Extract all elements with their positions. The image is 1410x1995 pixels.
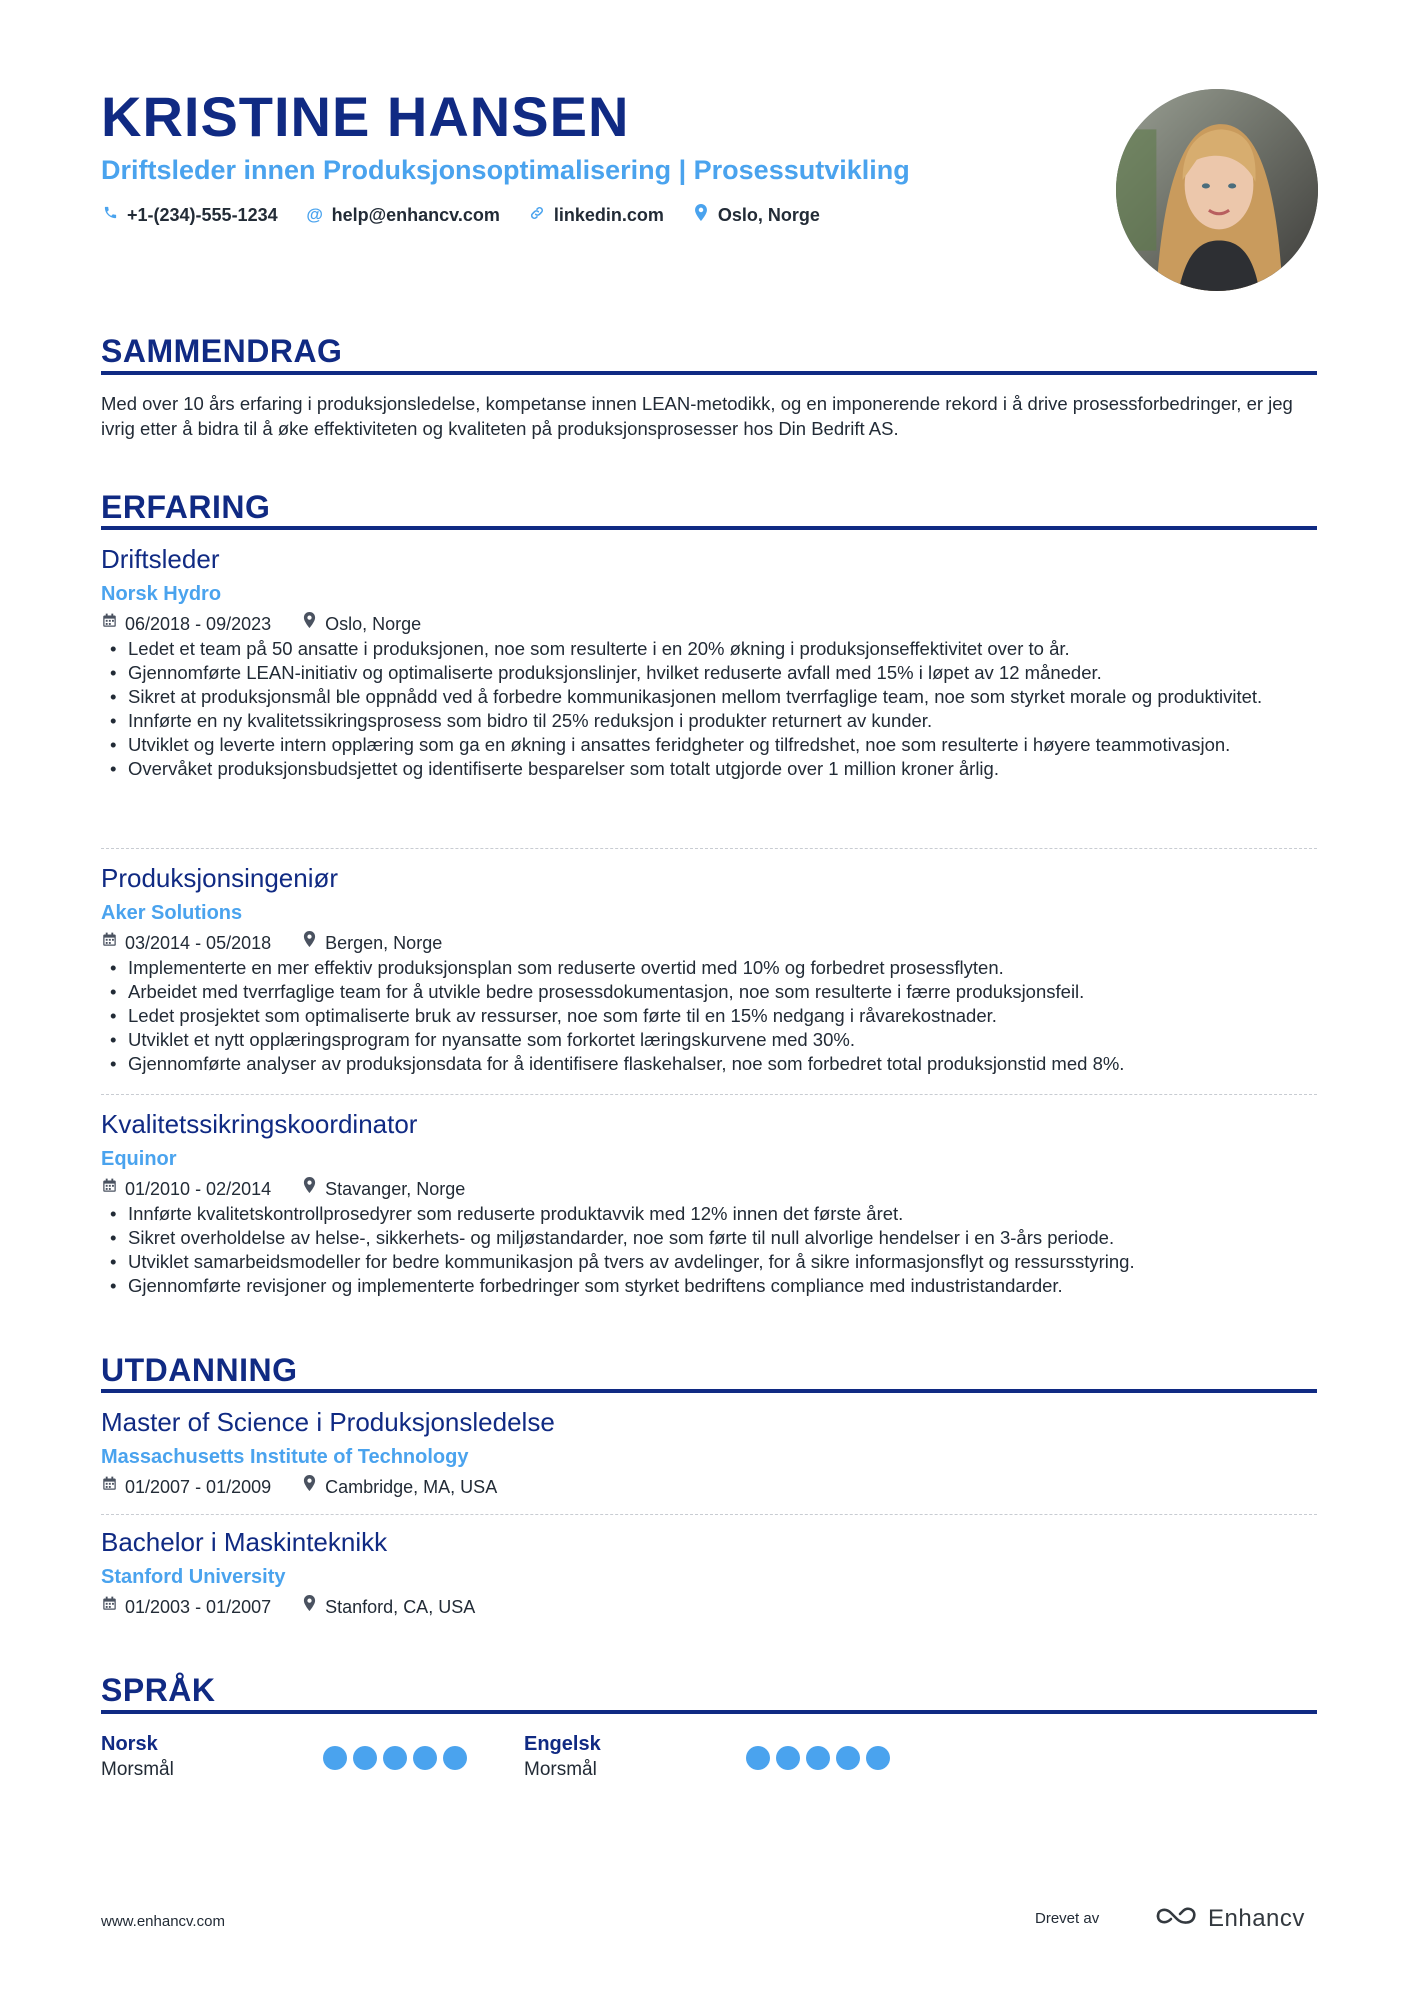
job-title: Driftsleder: [101, 544, 220, 574]
languages-divider: [101, 1710, 1317, 1714]
experience-entry: [101, 861, 1317, 1076]
calendar-icon: [101, 1474, 117, 1500]
summary-heading: SAMMENDRAG: [101, 333, 343, 369]
enhancv-brand-text: Enhancv: [1208, 1904, 1305, 1932]
job-bullets: [101, 637, 1317, 781]
footer-powered-by: Drevet av: [1035, 1910, 1100, 1927]
contact-linkedin[interactable]: [528, 204, 664, 226]
rating-dot: [776, 1746, 800, 1770]
enhancv-logo[interactable]: [1154, 1904, 1305, 1933]
bullet-item: • Gjennomførte revisjoner og implementerte forbedringer som styrket bedriftens compliance med industristandarder.: [101, 1274, 1317, 1298]
location-pin-icon: [301, 1594, 317, 1620]
entry-separator: [101, 1514, 1317, 1515]
job-location: Oslo, Norge: [325, 614, 422, 634]
experience-divider: [101, 526, 1317, 530]
contact-location: [692, 204, 820, 226]
job-bullets: [101, 1202, 1317, 1298]
contact-phone-text: +1-(234)-555-1234: [127, 204, 278, 225]
education-dates: 01/2007 - 01/2009: [125, 1477, 272, 1497]
job-meta: [101, 611, 1317, 637]
job-title: Kvalitetssikringskoordinator: [101, 1109, 418, 1139]
language-name: Engelsk: [524, 1733, 601, 1755]
calendar-icon: [101, 1594, 117, 1620]
language-item: [101, 1731, 174, 1783]
contact-bar: [101, 204, 820, 226]
job-dates: 06/2018 - 09/2023: [125, 614, 272, 634]
languages-heading: SPRÅK: [101, 1672, 216, 1708]
company-name: Equinor: [101, 1148, 177, 1170]
company-name: Aker Solutions: [101, 902, 243, 924]
bullet-item: • Gjennomførte LEAN-initiativ og optimaliserte produksjonslinjer, hvilket reduserte avfall med 15% i løpet av 12 måneder.: [101, 661, 1317, 685]
bullet-item: • Ledet prosjektet som optimaliserte bruk av ressurser, noe som førte til en 15% nedgang i råvarekostnader.: [101, 1004, 1317, 1028]
rating-dot: [746, 1746, 770, 1770]
rating-dot: [806, 1746, 830, 1770]
job-location: Bergen, Norge: [325, 933, 443, 953]
rating-dot: [383, 1746, 407, 1770]
footer-website-link[interactable]: www.enhancv.com: [101, 1913, 225, 1930]
bullet-item: • Ledet et team på 50 ansatte i produksjonen, noe som resulterte i en 20% økning i produksjonseffektivitet over to år.: [101, 637, 1317, 661]
school-name: Massachusetts Institute of Technology: [101, 1446, 469, 1468]
education-entry: [101, 1405, 1317, 1500]
experience-heading: ERFARING: [101, 489, 271, 525]
location-pin-icon: [301, 1176, 317, 1202]
phone-icon: [101, 205, 119, 225]
job-meta: [101, 1176, 1317, 1202]
education-meta: [101, 1474, 1317, 1500]
candidate-name: KRISTINE HANSEN: [101, 85, 630, 148]
bullet-item: • Innførte en ny kvalitetssikringsprosess som bidro til 25% reduksjon i produkter returnert av kunder.: [101, 709, 1317, 733]
bullet-item: • Implementerte en mer effektiv produksjonsplan som reduserte overtid med 10% og forbedret prosessflyten.: [101, 956, 1317, 980]
degree-title: Bachelor i Maskinteknikk: [101, 1527, 388, 1557]
degree-title: Master of Science i Produksjonsledelse: [101, 1407, 555, 1437]
bullet-item: • Gjennomførte analyser av produksjonsdata for å identifisere flaskehalser, noe som forbedret total produksjonstid med 8%.: [101, 1052, 1317, 1076]
contact-location-text: Oslo, Norge: [717, 204, 820, 225]
contact-phone[interactable]: [101, 204, 278, 226]
rating-dot: [443, 1746, 467, 1770]
bullet-item: • Sikret at produksjonsmål ble oppnådd ved å forbedre kommunikasjonen mellom tverrfaglige team, noe som styrket morale og produktivitet.: [101, 685, 1317, 709]
calendar-icon: [101, 1176, 117, 1202]
bullet-item: • Utviklet og leverte intern opplæring som ga en økning i ansattes feridgheter og tilfredshet, noe som resulterte i høyere teammotivasjon.: [101, 733, 1317, 757]
bullet-item: • Arbeidet med tverrfaglige team for å utvikle bedre prosessdokumentasjon, noe som resulterte i færre produksjonsfeil.: [101, 980, 1317, 1004]
experience-entry: [101, 1107, 1317, 1298]
education-dates: 01/2003 - 01/2007: [125, 1597, 272, 1617]
company-name: Norsk Hydro: [101, 583, 222, 605]
rating-dot: [836, 1746, 860, 1770]
candidate-headline: Driftsleder innen Produksjonsoptimalisering | Prosessutvikling: [101, 155, 910, 185]
contact-email-text: help@enhancv.com: [331, 204, 500, 225]
contact-email[interactable]: [306, 204, 500, 226]
location-pin-icon: [301, 611, 317, 637]
location-pin-icon: [692, 204, 710, 226]
profile-photo: [1116, 89, 1318, 291]
language-rating: [746, 1746, 890, 1770]
bullet-item: • Sikret overholdelse av helse-, sikkerhets- og miljøstandarder, noe som førte til null alvorlige hendelser i en 3-års periode.: [101, 1226, 1317, 1250]
language-item: [524, 1731, 601, 1783]
summary-divider: [101, 371, 1317, 375]
education-entry: [101, 1525, 1317, 1620]
job-meta: [101, 930, 1317, 956]
location-pin-icon: [301, 930, 317, 956]
link-icon: [528, 205, 546, 226]
rating-dot: [323, 1746, 347, 1770]
education-location: Stanford, CA, USA: [325, 1597, 476, 1617]
summary-text: Med over 10 års erfaring i produksjonsledelse, kompetanse innen LEAN-metodikk, og en imponerende rekord i å drive prosessforbedringer, er jeg ivrig etter å bidra til å øke effektiviteten og kvaliteten på produksjonsprosesser hos Din Bedrift AS.: [101, 393, 1293, 439]
education-location: Cambridge, MA, USA: [325, 1477, 498, 1497]
calendar-icon: [101, 930, 117, 956]
language-name: Norsk: [101, 1733, 158, 1755]
location-pin-icon: [301, 1474, 317, 1500]
rating-dot: [866, 1746, 890, 1770]
education-meta: [101, 1594, 1317, 1620]
rating-dot: [413, 1746, 437, 1770]
entry-separator: [101, 848, 1317, 849]
entry-separator: [101, 1094, 1317, 1095]
education-heading: UTDANNING: [101, 1352, 298, 1388]
bullet-item: • Utviklet samarbeidsmodeller for bedre kommunikasjon på tvers av avdelinger, for å sikre informasjonsflyt og ressursstyring.: [101, 1250, 1317, 1274]
education-divider: [101, 1389, 1317, 1393]
bullet-item: • Overvåket produksjonsbudsjettet og identifiserte besparelser som totalt utgjorde over 1 million kroner årlig.: [101, 757, 1317, 781]
contact-linkedin-text: linkedin.com: [553, 204, 664, 225]
job-dates: 03/2014 - 05/2018: [125, 933, 272, 953]
job-dates: 01/2010 - 02/2014: [125, 1179, 272, 1199]
school-name: Stanford University: [101, 1566, 286, 1588]
at-icon: @: [306, 205, 323, 224]
bullet-item: • Innførte kvalitetskontrollprosedyrer som reduserte produktavvik med 12% innen det første året.: [101, 1202, 1317, 1226]
enhancv-logo-icon: [1154, 1904, 1200, 1933]
job-bullets: [101, 956, 1317, 1076]
job-title: Produksjonsingeniør: [101, 863, 339, 893]
bullet-item: • Utviklet et nytt opplæringsprogram for nyansatte som forkortet læringskurvene med 30%.: [101, 1028, 1317, 1052]
language-rating: [323, 1746, 467, 1770]
language-level: Morsmål: [101, 1759, 174, 1780]
experience-entry: [101, 542, 1317, 781]
language-level: Morsmål: [524, 1759, 597, 1780]
calendar-icon: [101, 611, 117, 637]
job-location: Stavanger, Norge: [325, 1179, 466, 1199]
rating-dot: [353, 1746, 377, 1770]
